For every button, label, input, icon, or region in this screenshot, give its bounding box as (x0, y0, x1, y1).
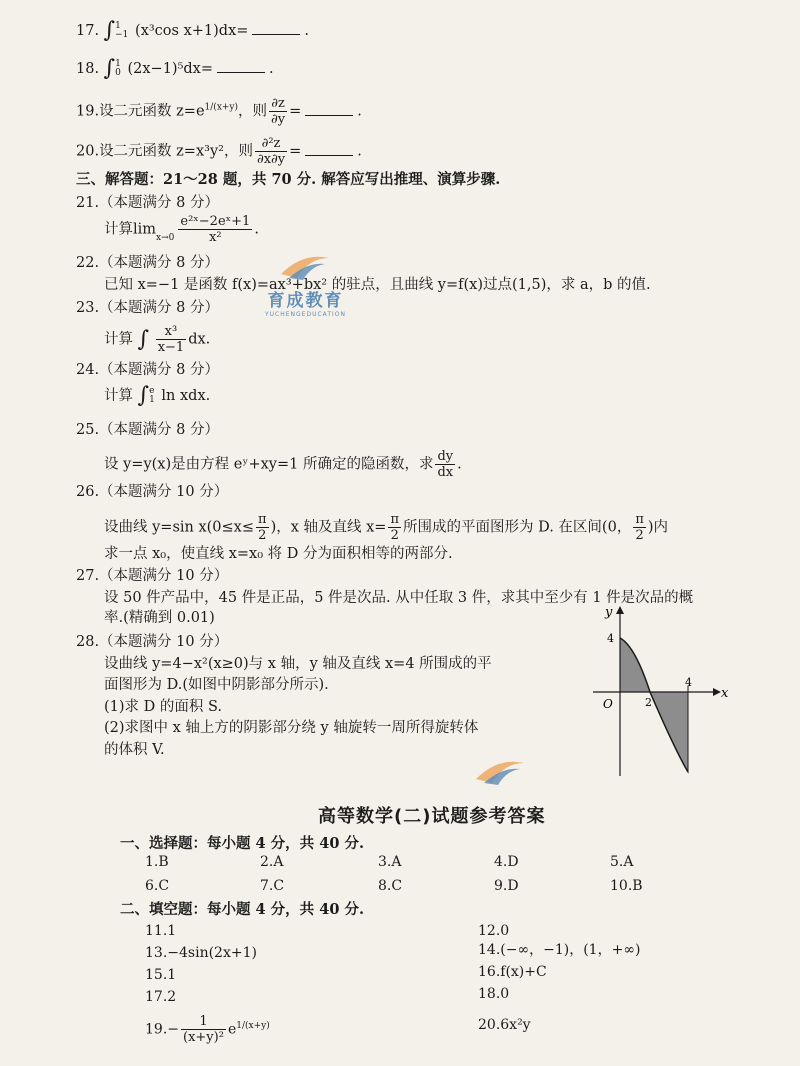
question-28-line3: (1)求 D 的面积 S. (104, 699, 223, 715)
question-24-body: 计算 ∫ e 1 ln xdx. (104, 383, 211, 408)
question-20: 20.设二元函数 z=x³y²，则 $\frac{\text{∂²z}}{\partial x\partial y}$ = . (76, 136, 362, 167)
fill-answer: 16.f(x)+C (478, 964, 547, 980)
choice-answer: 4.D (494, 854, 519, 870)
logo-swoosh-icon (275, 250, 335, 282)
y-axis-arrow (616, 606, 624, 614)
y-label: y (605, 605, 613, 620)
fill-answer: 17.2 (145, 989, 177, 1005)
tick-4x-label: 4 (685, 676, 692, 689)
answer-blank (217, 58, 265, 73)
choice-answer: 10.B (610, 878, 643, 894)
question-28-line5: 的体积 V. (104, 742, 165, 758)
question-26-line1: 设曲线 y=sin x(0≤x≤ $\frac{\pi}{2}$ )，x 轴及直线 x= $\frac{\pi}{2}$ 所围成的平面图形为 D. 在区间(0， $\frac{\pi}{2}$ )内 (104, 512, 669, 543)
choice-answer: 6.C (145, 878, 170, 894)
choice-answer: 1.B (145, 854, 169, 870)
question-17: 17. ∫ 1 −1 (x³cos x+1)dx= . (76, 18, 310, 43)
integral-sign: ∫ (137, 383, 150, 408)
answer-blank (305, 141, 353, 156)
choice-answer: 2.A (260, 854, 284, 870)
answer-section-1: 一、选择题：每小题 4 分，共 40 分. (120, 835, 365, 852)
choice-answer: 9.D (494, 878, 519, 894)
question-27-line1: 设 50 件产品中，45 件是正品，5 件是次品. 从中任取 3 件，求其中至少有 1 件是次品的概 (104, 590, 694, 606)
question-22-body: 已知 x=−1 是函数 f(x)=ax³+bx² 的驻点，且曲线 y=f(x)过点(1,5)，求 a，b 的值. (104, 277, 651, 293)
question-24-head: 24.（本题满分 8 分） (76, 362, 220, 378)
integral-sign: ∫ (137, 326, 150, 352)
question-23-body: 计算 ∫ $\frac{\text{x³}}{x-1}$ dx. (104, 324, 211, 355)
question-19: 19.设二元函数 $z=e^{1/(x+y)}$，则 $\frac{\partial z}{\partial y}$ = . (76, 96, 362, 127)
answer-blank (305, 101, 353, 116)
integral-sign: ∫ (103, 18, 116, 43)
fill-answer: 13.−4sin(2x+1) (145, 945, 257, 961)
section-3-heading: 三、解答题：21～28 题，共 70 分. 解答应写出推理、演算步骤. (76, 171, 501, 188)
question-26-head: 26.（本题满分 10 分） (76, 484, 229, 500)
x-label: x (721, 686, 729, 701)
fill-answer: 11.1 (145, 923, 177, 939)
fill-answer: 15.1 (145, 967, 177, 983)
question-28-head: 28.（本题满分 10 分） (76, 634, 229, 650)
question-27-line2: 率.(精确到 0.01) (104, 610, 215, 626)
choice-answer: 3.A (378, 854, 402, 870)
origin-label: O (603, 697, 613, 711)
tick-4y-label: 4 (607, 632, 614, 645)
choice-answer: 5.A (610, 854, 634, 870)
choice-answer: 8.C (378, 878, 403, 894)
question-25-head: 25.（本题满分 8 分） (76, 422, 220, 438)
answer-blank (252, 20, 300, 35)
integral-sign: ∫ (103, 56, 116, 81)
question-25-body: 设 y=y(x)是由方程 eʸ+xy=1 所确定的隐函数，求 $\frac{dy}{dx}$ . (104, 449, 462, 480)
fill-answer: 12.0 (478, 923, 510, 939)
fill-answer-19: 19.− $\frac{1}{\text{(x+y)²}}$ $e^{1/(x+y)}$ (145, 1014, 270, 1045)
x-axis-arrow (713, 688, 721, 696)
question-27-head: 27.（本题满分 10 分） (76, 568, 229, 584)
logo-swoosh-icon (470, 755, 530, 787)
shaded-region-upper (620, 638, 650, 692)
question-28-line1: 设曲线 y=4−x²(x≥0)与 x 轴，y 轴及直线 x=4 所围成的平 (104, 656, 492, 672)
fill-answer: 18.0 (478, 986, 510, 1002)
answer-key-title: 高等数学(二)试题参考答案 (318, 806, 546, 827)
tick-2-label: 2 (645, 696, 652, 709)
question-21-head: 21.（本题满分 8 分） (76, 195, 220, 211)
question-28-line2: 面图形为 D.(如图中阴影部分所示). (104, 677, 329, 693)
question-28-line4: (2)求图中 x 轴上方的阴影部分绕 y 轴旋转一周所得旋转体 (104, 720, 479, 736)
question-18: 18. ∫ 1 0 (2x−1)⁵dx= . (76, 56, 274, 81)
answer-section-2: 二、填空题：每小题 4 分，共 40 分. (120, 901, 365, 918)
question-23-head: 23.（本题满分 8 分） (76, 300, 220, 316)
question-26-line2: 求一点 x₀，使直线 x=x₀ 将 D 分为面积相等的两部分. (104, 546, 453, 562)
fill-answer: 20.6x²y (478, 1017, 531, 1033)
question-22-head: 22.（本题满分 8 分） (76, 255, 220, 271)
fill-answer: 14.(−∞，−1)，(1，+∞) (478, 942, 641, 958)
watermark-logo: 育成教育 YUCHENGEDUCATION (265, 250, 346, 318)
q28-graph (585, 600, 735, 780)
choice-answer: 7.C (260, 878, 285, 894)
question-21-body: 计算limx→0 $\frac{\text{e²ˣ−2eˣ+1}}{\text{x²}}$ . (104, 214, 259, 245)
watermark-logo-2 (470, 755, 530, 791)
